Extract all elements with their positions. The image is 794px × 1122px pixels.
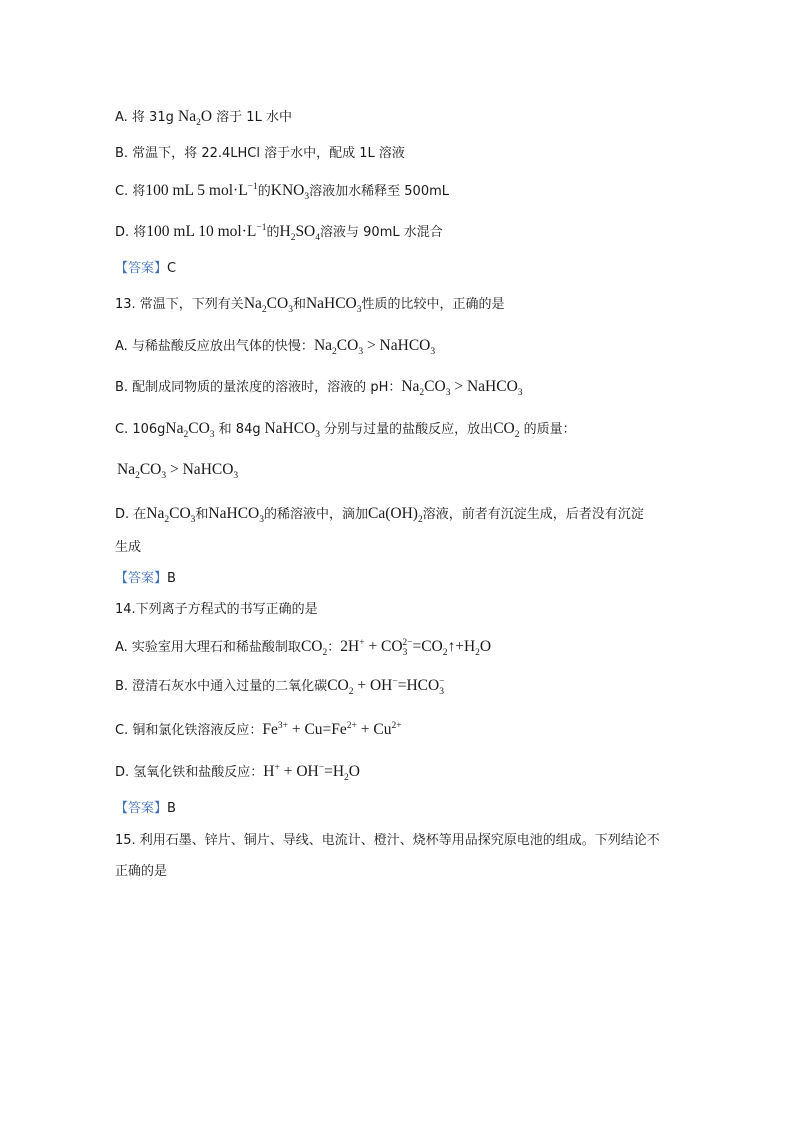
- option-text: C. 将: [115, 184, 146, 199]
- equation-a: $2H^+ + CO_3^{2-}=CO_2↑+H_2O$: [340, 637, 492, 659]
- q12-option-c: [115, 181, 449, 202]
- formula-concentration: 100 mL 5 $mol\cdot L^{-1}$: [145, 181, 258, 199]
- formula-co2: $CO_2$: [300, 638, 328, 659]
- question-text: 性质的比较中，正确的是: [361, 297, 505, 312]
- formula-nahco3: NaHCO$_3$: [305, 295, 362, 316]
- formula-text: 100 mL 10 mol·L: [146, 223, 257, 240]
- answer-bracket: 】: [154, 571, 168, 586]
- option-text: 的: [266, 225, 280, 240]
- answer-label: 答案: [128, 801, 155, 816]
- answer-bracket: 【: [115, 261, 129, 276]
- question-text: 正确的是: [115, 864, 168, 879]
- option-text: 和 84g: [214, 422, 261, 437]
- question-text: 15. 利用石墨、锌片、铜片、导线、电流计、橙汁、烧杯等用品探究原电池的组成。下列结论不: [115, 833, 660, 848]
- option-text: 的: [257, 184, 271, 199]
- answer-value: C: [167, 261, 177, 276]
- formula-comparison: $Na_2CO_3$ > NaHCO$_3$: [117, 461, 239, 482]
- answer-bracket: 】: [154, 261, 168, 276]
- option-text: C. 铜和氯化铁溶液反应：: [115, 723, 263, 738]
- q13-option-c-line2: [117, 460, 238, 481]
- option-text: 溶液加水稀释至 500mL: [309, 184, 449, 199]
- question-text: 14.下列离子方程式的书写正确的是: [115, 602, 318, 617]
- formula-na2co3: $Na_2CO_3$: [165, 420, 215, 441]
- answer-value: B: [167, 571, 176, 586]
- answer-label: 答案: [128, 261, 155, 276]
- q14-option-a: [115, 637, 491, 658]
- q15-stem: [115, 831, 660, 851]
- q14-option-d: [115, 762, 360, 783]
- equation-c: $Fe^{3+} + Cu=Fe^{2+} + Cu^{2+}$: [262, 720, 402, 738]
- formula-caoh2: $Ca(OH)_2$: [368, 505, 423, 526]
- formula-comparison: $Na_2CO_3$ > NaHCO$_3$: [401, 378, 523, 399]
- answer-bracket: 【: [115, 571, 129, 586]
- q14-stem: [115, 600, 318, 620]
- formula-kno3: $KNO_3$: [270, 182, 310, 203]
- q13-option-d-line2: [115, 538, 141, 558]
- option-text: D. 氢氧化铁和盐酸反应：: [115, 765, 264, 780]
- option-text: 生成: [115, 540, 142, 555]
- q13-option-a: [115, 336, 435, 357]
- question-text: 13. 常温下，下列有关: [115, 297, 244, 312]
- option-text: A. 实验室用大理石和稀盐酸制取: [115, 640, 301, 655]
- option-text: 溶于 1L 水中: [212, 110, 292, 125]
- formula-concentration: 100 mL 10 $mol\cdot L^{-1}$: [146, 222, 267, 240]
- formula-nahco3: NaHCO$_3$: [208, 505, 264, 526]
- option-text: D. 在: [115, 507, 147, 522]
- option-text: 分别与过量的盐酸反应，放出: [320, 422, 494, 437]
- formula-comparison: $Na_2CO_3$ > NaHCO$_3$: [313, 337, 436, 358]
- option-text: 和: [195, 507, 209, 522]
- q13-option-d: [115, 504, 644, 525]
- option-text: A. 将 31g: [115, 110, 178, 125]
- q13-option-b: [115, 377, 523, 398]
- question-text: 和: [292, 297, 306, 312]
- option-text: B. 澄清石灰水中通入过量的二氧化碳: [115, 679, 328, 694]
- answer-label: 答案: [128, 571, 155, 586]
- option-text: A. 与稀盐酸反应放出气体的快慢：: [115, 339, 314, 354]
- equation-b: $CO_2 + OH^-=HCO_3^-$: [327, 676, 445, 698]
- q14-option-b: [115, 676, 444, 697]
- formula-co2: $CO_2$: [493, 420, 520, 441]
- option-colon: ：: [327, 640, 341, 655]
- answer-value: B: [167, 801, 176, 816]
- formula-h2so4: $H_2SO_4$: [279, 223, 321, 244]
- q13-answer: [115, 569, 176, 589]
- q12-option-a: [115, 107, 292, 128]
- q14-answer: [115, 799, 176, 819]
- q12-option-d: [115, 222, 443, 243]
- formula-na2o: $Na_2O$: [178, 108, 213, 129]
- option-text: 的质量：: [519, 422, 576, 437]
- q12-answer: [115, 259, 176, 279]
- q15-stem-line2: [115, 862, 167, 882]
- option-text: 溶液与 90mL 水混合: [320, 225, 443, 240]
- option-text: C. 106g: [115, 422, 166, 437]
- q12-option-b: [115, 144, 405, 164]
- formula-na2co3: $Na_2CO_3$: [243, 295, 293, 316]
- option-text: D. 将: [115, 225, 147, 240]
- option-text: 溶液，前者有沉淀生成，后者没有沉淀: [422, 507, 644, 522]
- q14-option-c: [115, 720, 402, 741]
- formula-text: 100 mL 5 mol·L: [145, 182, 248, 199]
- q13-stem: [115, 294, 505, 315]
- option-text: B. 常温下，将 22.4LHCl 溶于水中，配成 1L 溶液: [115, 146, 405, 161]
- option-text: B. 配制成同物质的量浓度的溶液时，溶液的 pH：: [115, 380, 402, 395]
- option-text: 的稀溶液中，滴加: [263, 507, 368, 522]
- answer-bracket: 【: [115, 801, 129, 816]
- equation-d: $H^+ + OH^-=H_2O$: [263, 762, 360, 784]
- formula-na2co3: $Na_2CO_3$: [146, 505, 196, 526]
- answer-bracket: 】: [154, 801, 168, 816]
- formula-nahco3: NaHCO$_3$: [260, 420, 321, 441]
- q13-option-c: [115, 419, 576, 440]
